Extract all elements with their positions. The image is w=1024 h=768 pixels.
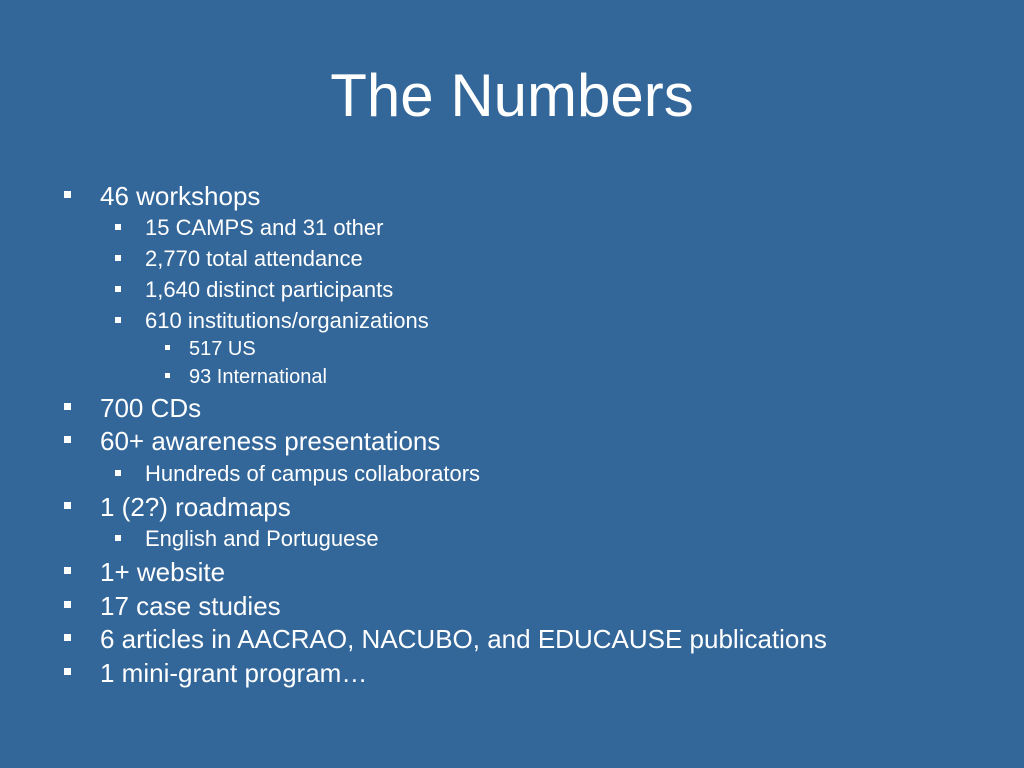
bullet-marker [64,601,71,608]
bullet-item [100,591,281,621]
bullet-marker [64,634,71,641]
bullet-text: 17 case studies [100,591,281,621]
bullet-text: 6 articles in AACRAO, NACUBO, and EDUCAUSE publications [100,624,827,654]
bullet-marker [64,436,71,443]
bullet-marker [64,191,71,198]
bullet-item [100,393,201,423]
bullet-text: 1 mini-grant program… [100,658,368,688]
bullet-marker [115,286,121,292]
bullet-text: 2,770 total attendance [145,246,363,271]
bullet-item [100,181,260,211]
bullet-item [100,624,827,654]
bullet-item [189,337,256,361]
slide-title: The Numbers [330,62,694,129]
bullet-marker [64,567,71,574]
bullet-item [100,658,367,688]
bullet-text: 700 CDs [100,393,202,423]
bullet-marker [115,317,121,323]
bullet-item [100,426,440,456]
bullet-item [145,277,393,303]
bullet-text: 1 (2?) roadmaps [100,492,291,522]
bullet-marker [115,224,121,230]
bullet-item [145,246,363,272]
bullet-item [100,557,225,587]
bullet-marker [165,373,170,378]
bullet-marker [64,502,71,509]
bullet-marker [115,470,121,476]
bullet-marker [165,345,170,350]
bullet-text: 15 CAMPS and 31 other [145,215,384,240]
bullet-item [145,461,480,487]
bullet-text: 46 workshops [100,181,261,211]
bullet-item [189,365,327,389]
bullet-item [100,492,291,522]
bullet-item [145,526,379,552]
bullet-text: 1,640 distinct participants [145,277,394,302]
bullet-text: 517 US [189,338,256,360]
bullet-text: 93 International [189,366,327,388]
bullet-item [145,215,383,241]
bullet-text: Hundreds of campus collaborators [145,461,481,486]
bullet-marker [64,668,71,675]
bullet-marker [115,535,121,541]
bullet-text: 1+ website [100,557,226,587]
bullet-marker [64,403,71,410]
bullet-text: English and Portuguese [145,526,379,551]
bullet-text: 610 institutions/organizations [145,308,429,333]
bullet-item [145,308,429,334]
bullet-marker [115,255,121,261]
bullet-text: 60+ awareness presentations [100,426,441,456]
